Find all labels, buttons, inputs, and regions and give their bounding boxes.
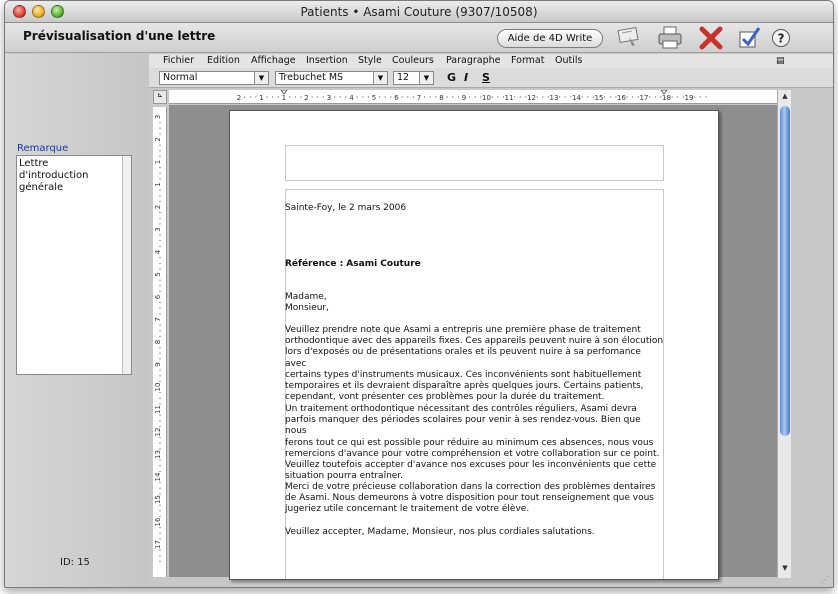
minimize-window-button[interactable] [32,5,45,18]
ruler-label: 14 [572,94,581,102]
ruler-tick [627,96,628,97]
ruler-tick [159,370,160,371]
left-panel [5,54,149,588]
remark-scrollbar[interactable] [122,156,131,374]
ruler-tick [334,96,335,97]
ruler-tick [700,96,701,97]
size-value: 12 [397,72,410,83]
ruler-label: 4 [154,249,162,255]
ruler-tick [159,218,160,219]
ruler-tick [255,96,256,97]
ruler-label: 1 [281,94,287,102]
underline-button[interactable]: S [482,71,490,84]
ruler-tick [159,527,160,528]
ruler-label: 15 [154,495,162,504]
ruler-tick [159,516,160,517]
ruler-tick [159,173,160,174]
ruler-tick [159,443,160,444]
ruler-tick [390,96,391,97]
ruler-tick [159,437,160,438]
ruler-label: 3 [154,227,162,232]
bold-button[interactable]: G [447,71,457,84]
ruler-label: 9 [154,362,162,367]
menu-style[interactable]: Style [358,55,382,66]
letter-reference: Référence : Asami Couture [285,259,421,269]
ruler-tick [492,96,493,97]
ruler-label: 12 [527,94,536,102]
title-bar[interactable] [5,1,833,23]
ruler-tick [407,96,408,97]
zoom-window-button[interactable] [51,5,64,18]
ruler-corner[interactable]: ⊾ [153,90,167,104]
ruler-tick [159,145,160,146]
ruler-label: 6 [154,294,162,300]
help-4d-write-button[interactable]: Aide de 4D Write [497,29,603,48]
vertical-ruler[interactable] [153,107,167,577]
ruler-label: 13 [154,450,162,459]
ruler-tick [497,96,498,97]
ruler-label: 13 [549,94,559,102]
ruler-tick [159,167,160,168]
ruler-tick [312,96,313,97]
ruler-tick [323,96,324,97]
ruler-tick [159,465,160,466]
ruler-tick [159,398,160,399]
stamp-icon[interactable] [615,25,643,51]
font-value: Trebuchet MS [279,72,344,83]
ruler-tick [159,392,160,393]
ruler-label: 10 [482,94,491,102]
chevron-down-icon[interactable]: ▼ [373,72,387,84]
ruler-tick [424,96,425,97]
ruler-tick [649,96,650,97]
ruler-tick [159,482,160,483]
ruler-tick [159,156,160,157]
ruler-tick [159,280,160,281]
ruler-tick [159,493,160,494]
ruler-tick [159,415,160,416]
ruler-label: 16 [154,517,162,527]
chevron-down-icon[interactable]: ▼ [254,72,268,84]
ruler-tick [672,96,673,97]
menu-insertion[interactable]: Insertion [306,55,348,66]
ruler-label: 6 [394,94,399,102]
ruler-label: 1 [259,94,264,102]
ruler-ticks [153,107,167,577]
ruler-tick [368,96,369,97]
ruler-label: 2 [304,94,309,102]
scroll-up-icon[interactable]: ▲ [782,92,788,100]
italic-button[interactable]: I [464,71,469,84]
ruler-tick [159,240,160,241]
ruler-tick [159,235,160,236]
remark-text: Lettre d'introduction générale [19,158,89,193]
ruler-tick [278,96,279,97]
ruler-label: 17 [154,540,162,549]
cancel-icon[interactable] [697,25,725,51]
ruler-tick [159,420,160,421]
ruler-tick [159,550,160,551]
ruler-tick [677,96,678,97]
letter-page[interactable] [229,110,719,580]
ruler-tick [604,96,605,97]
scroll-down-icon[interactable]: ▼ [782,564,788,572]
remark-label: Remarque [17,143,69,154]
ruler-tick [159,330,160,331]
ruler-label: 3 [154,114,162,120]
style-value: Normal [163,72,198,83]
header-bar [5,23,833,53]
letter-salutation: Madame, Monsieur, [285,292,329,314]
window-title: Patients • Asami Couture (9307/10508) [300,5,538,19]
ruler-label: 2 [154,204,162,210]
menu-format[interactable]: Format [511,55,545,66]
ruler-tick [340,96,341,97]
menu-edition[interactable]: Edition [207,55,240,66]
ruler-tick [587,96,588,97]
ruler-tick [385,96,386,97]
letter-closing: Veuillez accepter, Madame, Monsieur, nos plus cordiales salutations. [285,527,595,537]
ruler-tick [159,358,160,359]
ruler-tick [559,96,560,97]
svg-text:?: ? [777,31,785,46]
ruler-label: 12 [154,427,162,437]
menu-outils[interactable]: Outils [555,55,583,66]
style-select[interactable] [159,71,269,85]
format-toolbar [149,68,834,88]
ruler-tick [694,96,695,97]
ruler-tick [159,285,160,286]
ruler-tick [317,96,318,97]
ruler-tick [159,510,160,511]
ruler-label: 18 [662,94,671,102]
ruler-tick [520,96,521,97]
letter-paragraph-3: Merci de votre précieuse collaboration dans la correction des problèmes dentaires de Asami. Nous demeurons à votre disposition pour tout renseignement que vous jugeriez utile concernant le traitement de votre élève. [285,482,656,515]
ruler-tick [159,122,160,123]
document-canvas [169,105,777,577]
ruler-tick [452,96,453,97]
ruler-label: 11 [154,405,162,414]
ruler-tick [300,96,301,97]
menu-affichage[interactable]: Affichage [251,55,296,66]
ruler-label: 8 [439,94,444,102]
ruler-label: 14 [154,472,162,482]
ruler-tick [159,128,160,129]
ruler-label: 9 [461,94,467,102]
validate-icon[interactable] [736,25,764,51]
letter-paragraph-1: Veuillez prendre note que Asami a entrepris une première phase de traitement orthodontique avec des appareils fixes. Ces appareils peuvent nuire à son élocution lors d'exposés ou de présentations orales et ils peuvent nuire à sa perfomance avec certains types d'instruments musicaux. Ces inconvénients sont habituellement temporaires et ils devraient disparaître après quelques jours. Certains patients, cependant, vont présenter ces problèmes pour la durée du traitement. [285,325,664,403]
ruler-tick [159,488,160,489]
ruler-label: 1 [154,159,162,165]
font-select[interactable] [275,71,388,85]
ruler-tick [159,505,160,506]
ruler-tick [159,555,160,556]
ruler-tick [272,96,273,97]
ruler-tick [159,448,160,449]
ruler-label: 19 [684,94,694,102]
ruler-ticks [169,90,777,104]
ruler-tick [537,96,538,97]
ruler-label: 2 [236,94,242,102]
ruler-tick [582,96,583,97]
printer-icon[interactable] [656,25,684,51]
ruler-tick [565,96,566,97]
ruler-tick [159,313,160,314]
ruler-label: 4 [349,94,354,102]
ruler-tick [159,178,160,179]
menu-paragraphe[interactable]: Paragraphe [446,55,501,66]
ruler-tick [267,96,268,97]
ruler-tick [610,96,611,97]
ruler-tick [705,96,706,97]
ruler-label: 16 [617,94,626,102]
ruler-tick [159,190,160,191]
ruler-tick [159,212,160,213]
ruler-tick [447,96,448,97]
resize-grip-icon[interactable]: ⋰ [821,575,829,584]
ruler-tick [159,325,160,326]
ruler-label: 1 [154,182,162,187]
horizontal-ruler[interactable] [169,90,777,104]
ruler-label: 11 [504,94,514,102]
ruler-label: 7 [416,94,422,102]
ruler-tick [159,308,160,309]
help-icon[interactable] [771,28,791,48]
ruler-label: 8 [154,339,162,345]
window [4,0,834,588]
editor-menu-bar [149,54,834,68]
ruler-tick [159,263,160,264]
ruler-label: 3 [326,94,332,102]
ruler-label: 10 [154,382,162,392]
letter-date: Sainte-Foy, le 2 mars 2006 [285,203,407,213]
ruler-tick [379,96,380,97]
ruler-label: 7 [154,317,162,322]
record-id: ID: 15 [60,557,90,568]
ruler-tick [159,353,160,354]
ruler-tick [159,561,160,562]
remark-field[interactable] [16,155,132,375]
ruler-tick [289,96,290,97]
size-select[interactable] [393,71,434,85]
ruler-tick [430,96,431,97]
ruler-label: 15 [594,94,604,102]
ruler-tick [159,460,160,461]
ruler-tick [514,96,515,97]
ruler-tick [475,96,476,97]
ruler-label: 2 [154,137,162,142]
ruler-tick [159,426,160,427]
page-header-area[interactable] [285,145,664,181]
ruler-tick [159,195,160,196]
ruler-tick [159,533,160,534]
ruler-tick [159,302,160,303]
ruler-label: 5 [154,272,162,277]
ruler-tick [159,471,160,472]
close-window-button[interactable] [13,5,26,18]
ruler-tick [402,96,403,97]
ruler-tick [632,96,633,97]
ruler-label: 17 [639,94,649,102]
ruler-tick [159,291,160,292]
ruler-tick [159,246,160,247]
chevron-down-icon[interactable]: ▼ [419,72,433,84]
page-title: Prévisualisation d'une lettre [23,29,216,43]
ruler-tick [159,375,160,376]
layout-toggle-icon[interactable]: ▤ [776,56,785,66]
ruler-tick [244,96,245,97]
ruler-tick [250,96,251,97]
ruler-tick [542,96,543,97]
letter-paragraph-2: Un traitement orthodontique nécessitant des contrôles réguliers, Asami devra parfois manquer des périodes scolaires pour venir à ses rendez-vous. Bien que nous ferons tout ce qui est possible pour réduire au minimum ces absences, nous vous remercions d'avance pour votre compréhension et votre collaboration sur ce point. Veuillez toutefois accepter d'avance nos excuses pour les inconvénients que cette situation pourra entraîner. [285,404,660,482]
ruler-tick [159,381,160,382]
ruler-tick [159,257,160,258]
ruler-tick [357,96,358,97]
ruler-tick [655,96,656,97]
ruler-tick [458,96,459,97]
ruler-tick [362,96,363,97]
ruler-tick [159,223,160,224]
ruler-tick [159,538,160,539]
ruler-tick [159,201,160,202]
menu-couleurs[interactable]: Couleurs [392,55,434,66]
ruler-tick [159,347,160,348]
ruler-tick [345,96,346,97]
vertical-scrollbar[interactable] [777,90,791,578]
ruler-tick [413,96,414,97]
ruler-tick [295,96,296,97]
ruler-label: 5 [371,94,377,102]
ruler-tick [159,150,160,151]
ruler-tick [159,403,160,404]
ruler-tick [435,96,436,97]
ruler-tick [159,268,160,269]
menu-fichier[interactable]: Fichier [163,55,195,66]
ruler-tick [159,336,160,337]
ruler-tick [159,133,160,134]
ruler-tick [469,96,470,97]
scrollbar-thumb[interactable] [780,106,790,436]
